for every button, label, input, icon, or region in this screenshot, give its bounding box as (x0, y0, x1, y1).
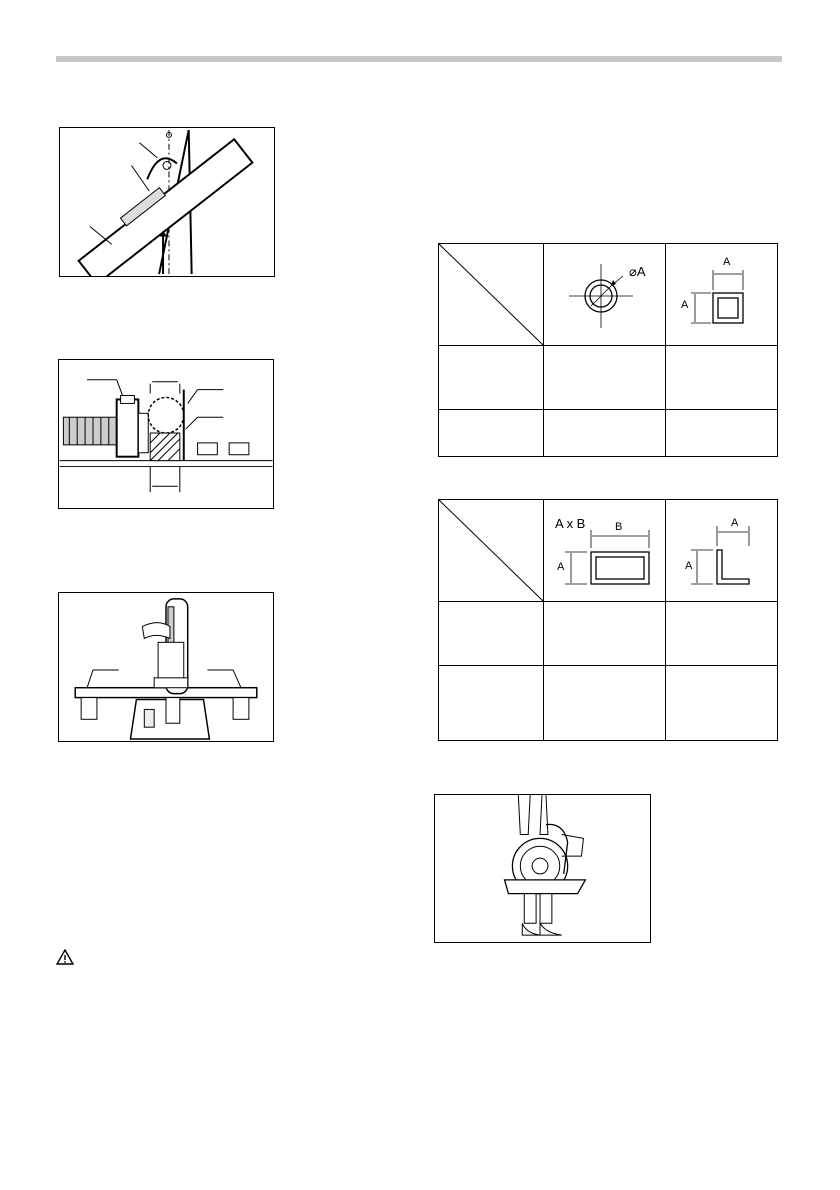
angle-top-label: A (731, 517, 739, 529)
rect-title-label: A x B (555, 516, 586, 531)
table-corner-diagonal (439, 244, 543, 345)
round-dim-label: ⌀A (629, 264, 646, 279)
capacity-table-round-square (438, 243, 778, 457)
rect-a-label: A (557, 561, 565, 573)
warning-triangle-icon (56, 949, 74, 965)
figure-saw-supports (58, 592, 274, 742)
figure-angled-cut (59, 127, 275, 277)
round-pipe-icon (543, 244, 665, 345)
figure-carrying-tool (434, 794, 651, 943)
square-top-label: A (723, 256, 731, 268)
square-tube-icon (665, 244, 779, 345)
angle-side-label: A (685, 560, 693, 572)
square-side-label: A (681, 299, 689, 311)
angle-iron-icon (665, 500, 779, 601)
rect-b-label: B (615, 521, 623, 533)
capacity-table-rect-angle (438, 499, 778, 741)
table-corner-diagonal-2 (439, 500, 543, 601)
figure-vise-round-bar (58, 359, 274, 509)
header-rule (56, 56, 782, 62)
